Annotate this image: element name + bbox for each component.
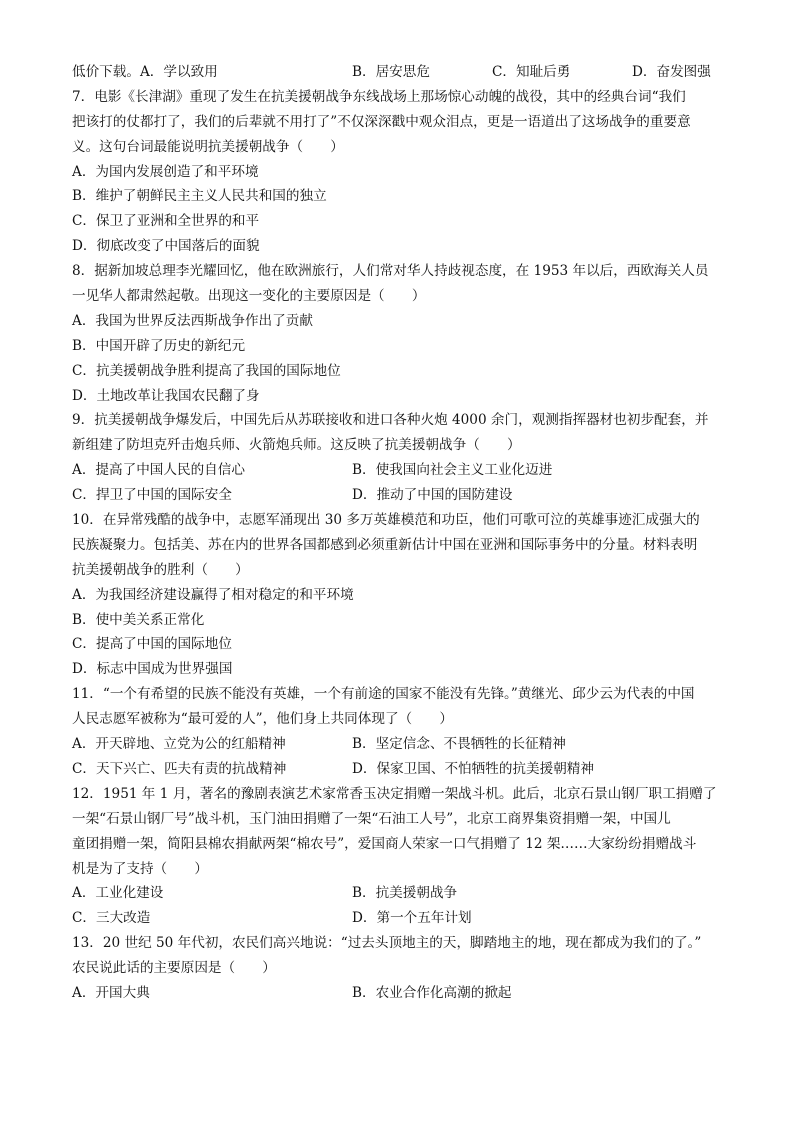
document-page: [72, 60, 724, 1006]
text-line: 童团捐赠一架，简阳县棉农捐献两架“棉农号”，爱国商人荣家一口气捐赠了 12 架……大家纷纷捐赠战斗: [72, 835, 697, 852]
text-line: 12．1951 年 1 月，著名的豫剧表演艺术家常香玉决定捐赠一架战斗机。此后，北京石景山钢厂职工捐赠了: [72, 785, 717, 802]
text-line: B．使中美关系正常化: [72, 611, 205, 628]
text-line: D．标志中国成为世界强国: [72, 661, 233, 678]
text-line: 义。这句台词最能说明抗美援朝战争（ ）: [72, 138, 344, 155]
text-line: 9．抗美援朝战争爆发后，中国先后从苏联接收和进口各种火炮 4000 余门，观测指挥器材也初步配套，并: [72, 412, 709, 429]
text-line: B．维护了朝鲜民主主义人民共和国的独立: [72, 188, 327, 205]
text-line: 8．据新加坡总理李光耀回忆，他在欧洲旅行，人们常对华人持歧视态度，在 1953 年以后，西欧海关人员: [72, 263, 709, 280]
text-line: C．保卫了亚洲和全世界的和平: [72, 213, 260, 230]
text-line: 13．20 世纪 50 年代初，农民们高兴地说：“过去头顶地主的天，脚踏地主的地，现在都成为我们的了。”: [72, 935, 702, 952]
text-line: 把该打的仗都打了，我们的后辈就不用打了”不仅深深戳中观众泪点，更是一语道出了这场战争的重要意: [72, 113, 691, 130]
option-text: C．捍卫了中国的国际安全: [72, 487, 232, 504]
option-text: C．三大改造: [72, 910, 151, 927]
option-text: 低价下载。A．学以致用: [72, 64, 218, 80]
text-line: 民族凝聚力。包括美、苏在内的世界各国都感到必须重新估计中国在亚洲和国际事务中的分量。材料表明: [72, 536, 698, 553]
option-text: B．抗美援朝战争: [352, 885, 458, 902]
text-line: C．提高了中国的国际地位: [72, 636, 232, 653]
text-line: 一见华人都肃然起敬。出现这一变化的主要原因是（ ）: [72, 288, 426, 305]
text-line: 农民说此话的主要原因是（ ）: [72, 960, 276, 977]
option-text: C．知耻后勇: [492, 64, 571, 80]
option-row: [72, 732, 724, 757]
text-line: B．中国开辟了历史的新纪元: [72, 337, 246, 354]
option-row: [72, 458, 724, 483]
text-line: 新组建了防坦克歼击炮兵师、火箭炮兵师。这反映了抗美援朝战争（ ）: [72, 437, 521, 454]
option-text: A．提高了中国人民的自信心: [72, 462, 245, 479]
option-text: B．坚定信念、不畏牺牲的长征精神: [352, 736, 566, 753]
text-line: 10．在异常残酷的战争中，志愿军涌现出 30 多万英雄模范和功臣，他们可歌可泣的英雄事迹汇成强大的: [72, 512, 700, 529]
text-line: 机是为了支持（ ）: [72, 860, 208, 877]
text-line: D．土地改革让我国农民翻了身: [72, 387, 260, 404]
option-text: C．天下兴亡、匹夫有责的抗战精神: [72, 760, 287, 777]
text-line: A．为我国经济建设赢得了相对稳定的和平环境: [72, 586, 354, 603]
option-text: A．开国大典: [72, 984, 150, 1001]
text-line: 人民志愿军被称为“最可爱的人”，他们身上共同体现了（ ）: [72, 711, 453, 728]
option-text: D．推动了中国的国防建设: [352, 487, 513, 504]
option-text: B．居安思危: [352, 64, 430, 80]
text-line: D．彻底改变了中国落后的面貌: [72, 238, 260, 255]
option-row: [72, 483, 724, 508]
option-text: D．保家卫国、不怕牺牲的抗美援朝精神: [352, 760, 594, 777]
option-text: A．工业化建设: [72, 885, 164, 902]
option-row: [72, 906, 724, 931]
text-line: A．为国内发展创造了和平环境: [72, 163, 259, 180]
option-text: B．使我国向社会主义工业化迈进: [352, 462, 553, 479]
option-text: A．开天辟地、立党为公的红船精神: [72, 736, 286, 753]
option-row: [72, 60, 724, 85]
option-row: [72, 881, 724, 906]
option-text: D．奋发图强: [632, 64, 711, 80]
text-line: 抗美援朝战争的胜利（ ）: [72, 561, 249, 578]
option-row: [72, 981, 724, 1006]
text-line: A．我国为世界反法西斯战争作出了贡献: [72, 312, 313, 329]
text-line: C．抗美援朝战争胜利提高了我国的国际地位: [72, 362, 341, 379]
text-line: 11．“一个有希望的民族不能没有英雄，一个有前途的国家不能没有先锋。”黄继光、邱少云为代表的中国: [72, 686, 695, 703]
text-line: 一架“石景山钢厂号”战斗机，玉门油田捐赠了一架“石油工人号”，北京工商界集资捐赠一架，中国儿: [72, 810, 671, 827]
option-text: B．农业合作化高潮的掀起: [352, 984, 512, 1001]
text-line: 7．电影《长津湖》重现了发生在抗美援朝战争东线战场上那场惊心动魄的战役，其中的经典台词“我们: [72, 88, 686, 105]
option-row: [72, 757, 724, 782]
option-text: D．第一个五年计划: [352, 910, 472, 927]
